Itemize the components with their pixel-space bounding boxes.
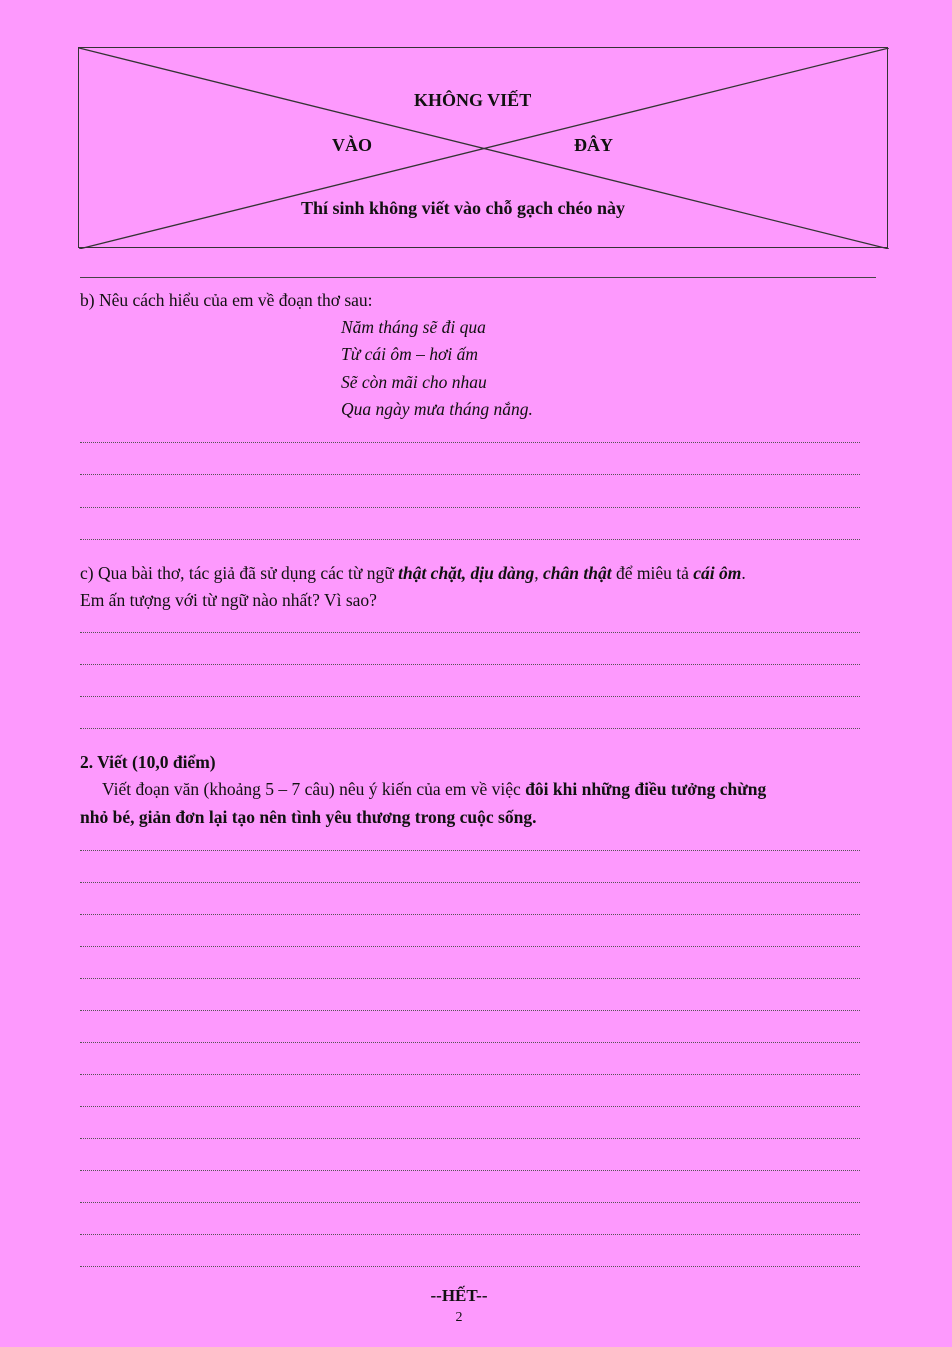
answer-line[interactable] <box>80 664 860 665</box>
question-c-text: . <box>741 563 746 583</box>
section-2-prompt <box>102 778 766 800</box>
no-write-title: KHÔNG VIẾT <box>414 90 532 110</box>
answer-line[interactable] <box>80 850 860 851</box>
end-marker: --HẾT-- <box>430 1286 488 1305</box>
question-c <box>80 562 746 584</box>
answer-line[interactable] <box>80 728 860 729</box>
answer-line[interactable] <box>80 914 860 915</box>
keyword: thật chặt, <box>398 563 467 583</box>
section-2-prompt-line2: nhỏ bé, giản đơn lại tạo nên tình yêu thương trong cuộc sống. <box>80 807 537 827</box>
answer-line[interactable] <box>80 1170 860 1171</box>
answer-line[interactable] <box>80 1106 860 1107</box>
answer-line[interactable] <box>80 1074 860 1075</box>
poem-line: Năm tháng sẽ đi qua <box>341 317 486 337</box>
answer-line[interactable] <box>80 1010 860 1011</box>
question-b: b) Nêu cách hiểu của em về đoạn thơ sau: <box>80 290 373 310</box>
answer-line[interactable] <box>80 978 860 979</box>
answer-line[interactable] <box>80 474 860 475</box>
answer-line[interactable] <box>80 1266 860 1267</box>
answer-line[interactable] <box>80 507 860 508</box>
keyword: chân thật <box>543 563 612 583</box>
poem-line: Qua ngày mưa tháng nắng. <box>341 399 533 419</box>
answer-line[interactable] <box>80 1138 860 1139</box>
no-write-box <box>78 47 888 248</box>
answer-line[interactable] <box>80 632 860 633</box>
question-c-text: , <box>534 563 543 583</box>
question-c-text: để miêu tả <box>611 563 694 583</box>
question-c-line2: Em ấn tượng với từ ngữ nào nhất? Vì sao? <box>80 590 377 610</box>
answer-line[interactable] <box>80 696 860 697</box>
prompt-text: Viết đoạn văn (khoảng 5 – 7 câu) nêu ý kiến của em về việc <box>102 779 526 799</box>
keyword: cái ôm <box>693 563 742 583</box>
poem-line: Từ cái ôm – hơi ấm <box>341 344 479 364</box>
answer-line[interactable] <box>80 1234 860 1235</box>
question-c-text: c) Qua bài thơ, tác giả đã sử dụng các từ ngữ <box>80 563 399 583</box>
page-number: 2 <box>455 1310 463 1325</box>
keyword: dịu dàng <box>470 563 535 583</box>
answer-line[interactable] <box>80 442 860 443</box>
no-write-right: ĐÂY <box>574 135 613 155</box>
section-2-title: 2. Viết (10,0 điểm) <box>80 752 216 772</box>
answer-line[interactable] <box>80 1202 860 1203</box>
no-write-left: VÀO <box>332 135 372 155</box>
prompt-bold: đôi khi những điều tưởng chừng <box>525 779 767 799</box>
answer-line[interactable] <box>80 1042 860 1043</box>
poem-line: Sẽ còn mãi cho nhau <box>341 372 487 392</box>
answer-line[interactable] <box>80 946 860 947</box>
answer-line[interactable] <box>80 882 860 883</box>
answer-line[interactable] <box>80 539 860 540</box>
divider <box>80 277 876 278</box>
no-write-note: Thí sinh không viết vào chỗ gạch chéo này <box>301 198 626 218</box>
